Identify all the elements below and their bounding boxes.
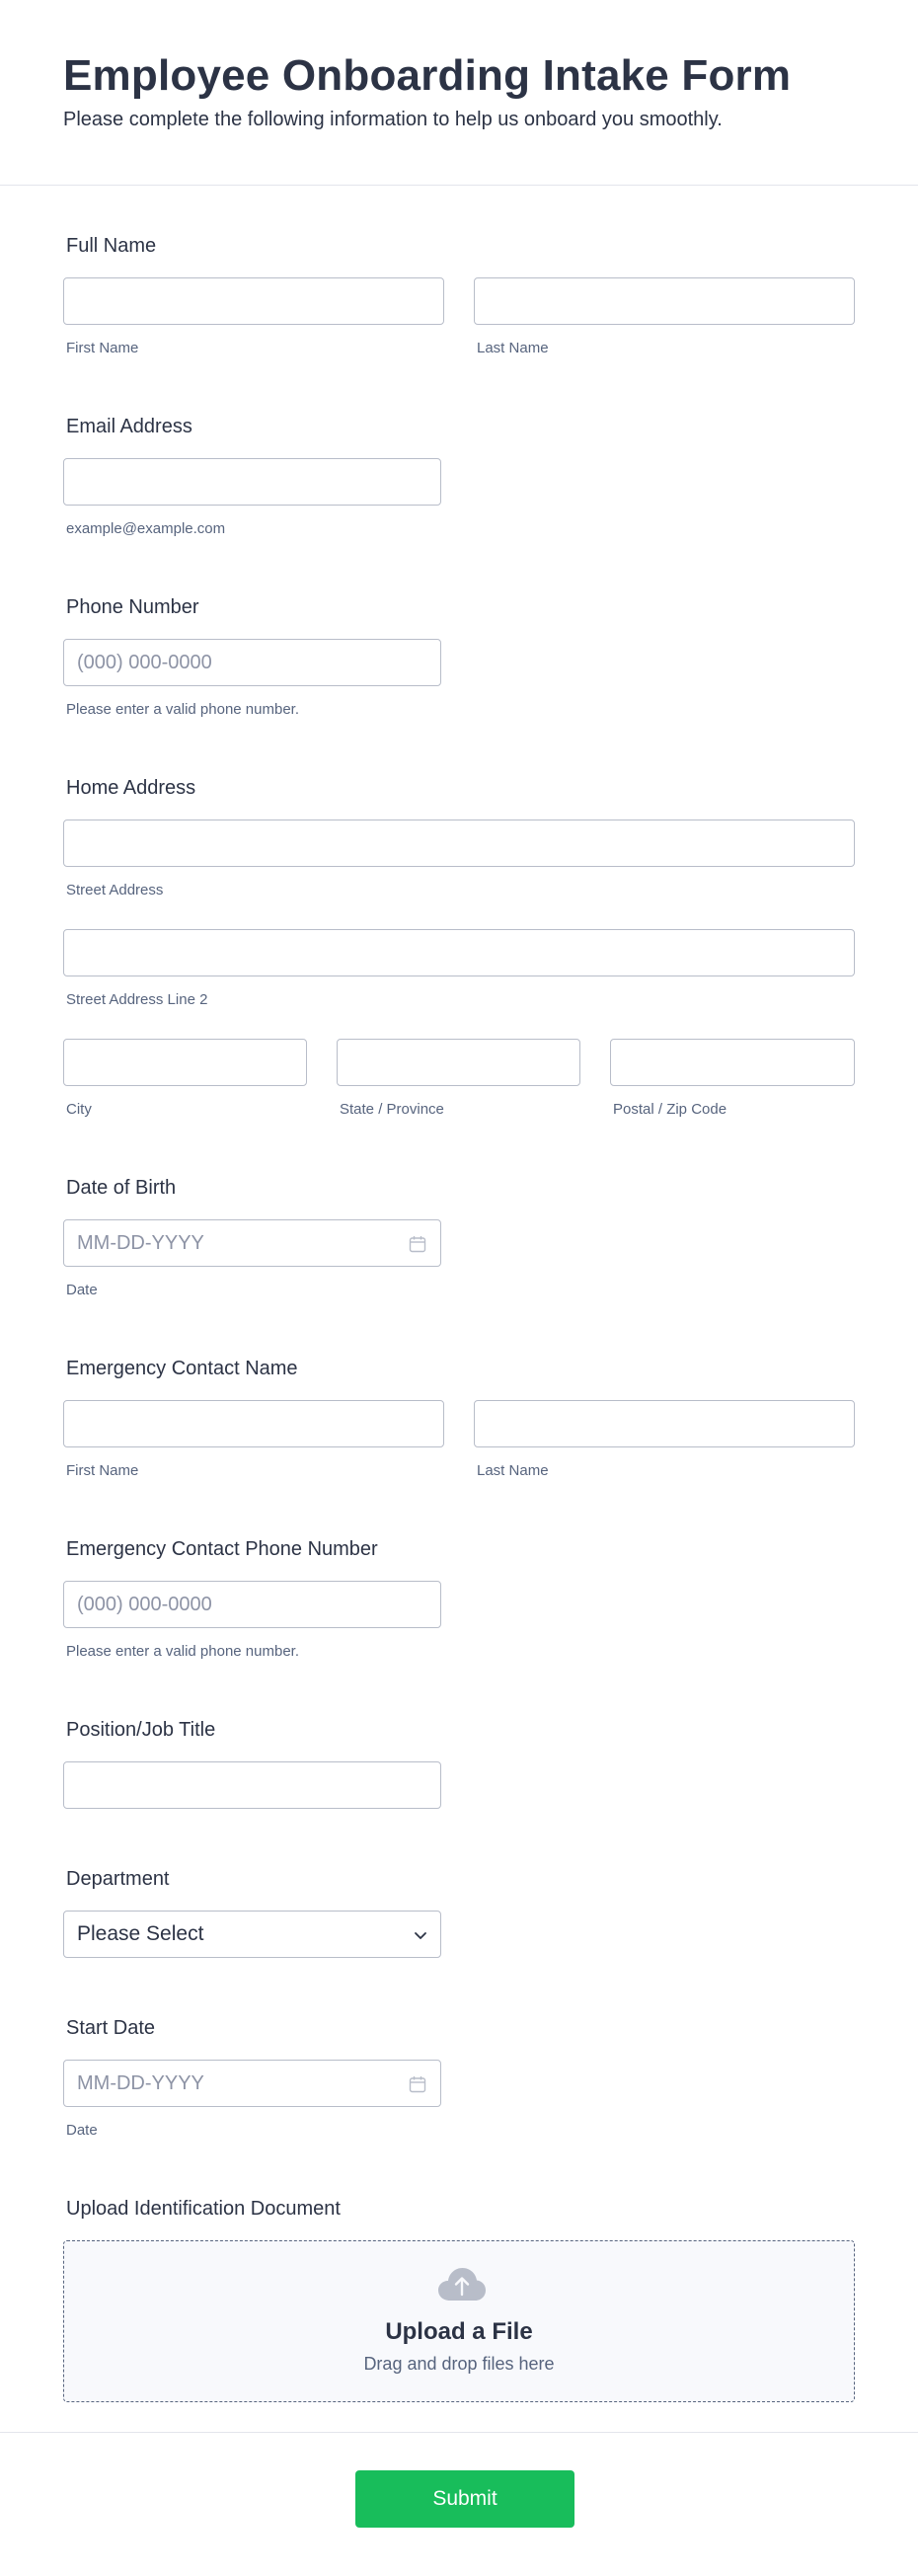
emergency-last-name-sublabel: Last Name	[477, 1462, 549, 1479]
file-upload-dropzone[interactable]	[63, 2240, 855, 2402]
footer-divider	[0, 2432, 918, 2433]
street-address-sublabel: Street Address	[66, 882, 164, 898]
start-date-label: Start Date	[66, 2017, 156, 2039]
email-sublabel: example@example.com	[66, 520, 226, 537]
chevron-down-icon	[413, 1927, 428, 1943]
position-label: Position/Job Title	[66, 1719, 216, 1741]
form-title: Employee Onboarding Intake Form	[63, 51, 792, 100]
street-address-input[interactable]	[63, 820, 855, 867]
emergency-first-name-sublabel: First Name	[66, 1462, 139, 1479]
start-date-sublabel: Date	[66, 2122, 98, 2139]
phone-input[interactable]	[63, 639, 441, 686]
first-name-input[interactable]	[63, 277, 444, 325]
upload-hint: Drag and drop files here	[363, 2354, 555, 2374]
upload-label: Upload Identification Document	[66, 2198, 341, 2220]
first-name-sublabel: First Name	[66, 340, 139, 356]
phone-label: Phone Number	[66, 596, 199, 618]
emergency-phone-placeholder: (000) 000-0000	[77, 1594, 212, 1615]
form-subtitle: Please complete the following information to help us onboard you smoothly.	[63, 109, 723, 130]
emergency-phone-label: Emergency Contact Phone Number	[66, 1538, 378, 1560]
calendar-icon[interactable]	[409, 1235, 426, 1253]
street-address-line2-sublabel: Street Address Line 2	[66, 991, 208, 1008]
emergency-name-label: Emergency Contact Name	[66, 1358, 298, 1379]
department-label: Department	[66, 1868, 170, 1890]
street-address-line2-input[interactable]	[63, 929, 855, 976]
email-label: Email Address	[66, 416, 192, 437]
dob-sublabel: Date	[66, 1282, 98, 1298]
zip-input[interactable]	[610, 1039, 855, 1086]
state-sublabel: State / Province	[340, 1101, 444, 1118]
department-select[interactable]	[63, 1911, 441, 1958]
dob-placeholder: MM-DD-YYYY	[77, 1232, 204, 1254]
emergency-phone-sublabel: Please enter a valid phone number.	[66, 1643, 299, 1660]
email-input[interactable]	[63, 458, 441, 506]
upload-title: Upload a File	[385, 2318, 533, 2345]
zip-sublabel: Postal / Zip Code	[613, 1101, 727, 1118]
position-input[interactable]	[63, 1761, 441, 1809]
last-name-sublabel: Last Name	[477, 340, 549, 356]
phone-placeholder: (000) 000-0000	[77, 652, 212, 673]
department-selected-value: Please Select	[77, 1922, 204, 1945]
cloud-upload-icon	[436, 2265, 488, 2303]
dob-input[interactable]	[63, 1219, 441, 1267]
form-header	[0, 0, 918, 186]
city-input[interactable]	[63, 1039, 307, 1086]
last-name-input[interactable]	[474, 277, 855, 325]
state-input[interactable]	[337, 1039, 580, 1086]
dob-label: Date of Birth	[66, 1177, 177, 1199]
calendar-icon[interactable]	[409, 2075, 426, 2093]
submit-button[interactable]: Submit	[355, 2470, 574, 2528]
emergency-phone-input[interactable]	[63, 1581, 441, 1628]
city-sublabel: City	[66, 1101, 92, 1118]
emergency-last-name-input[interactable]	[474, 1400, 855, 1447]
address-label: Home Address	[66, 777, 196, 799]
start-date-input[interactable]	[63, 2060, 441, 2107]
full-name-label: Full Name	[66, 235, 157, 257]
emergency-first-name-input[interactable]	[63, 1400, 444, 1447]
phone-sublabel: Please enter a valid phone number.	[66, 701, 299, 718]
start-date-placeholder: MM-DD-YYYY	[77, 2072, 204, 2094]
